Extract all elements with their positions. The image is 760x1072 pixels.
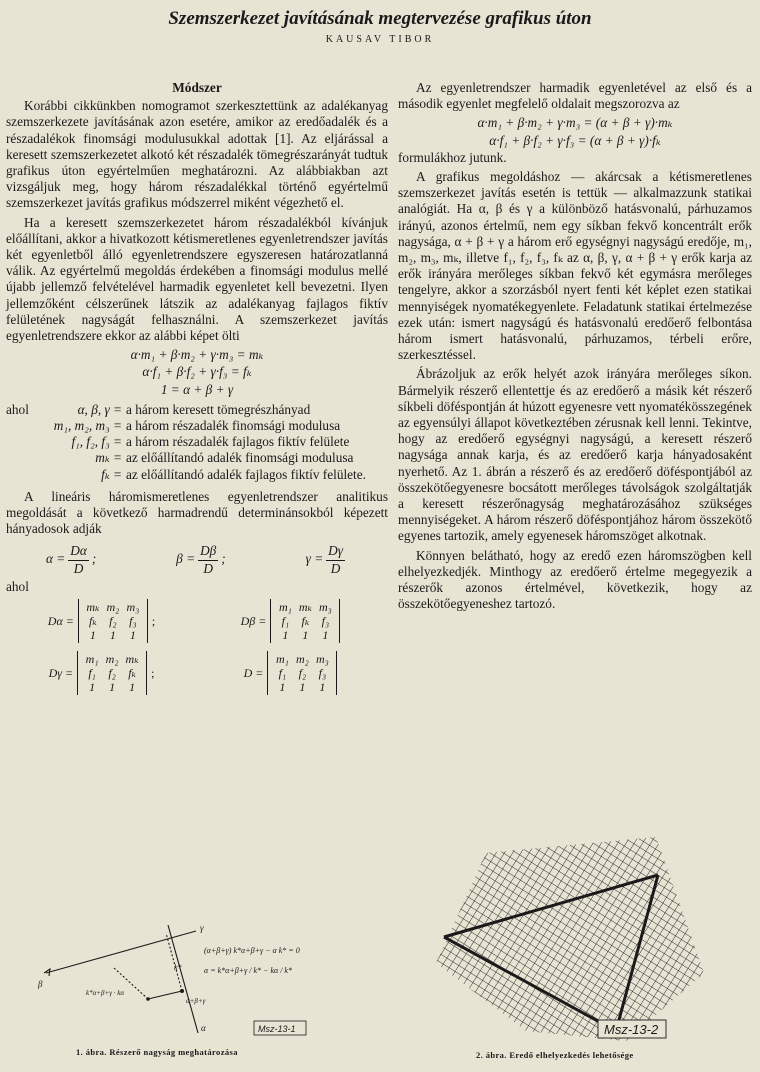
matrix-cell: 1 bbox=[322, 628, 329, 643]
paragraph: Könnyen belátható, hogy az eredő ezen háromszögben kell elhelyezkedjék. Minthogy az eredőerő értelme megegyezik a részerők azonos értelmével, következik, hogy az összekötőegyeneshez tartozó. bbox=[398, 547, 752, 612]
matrix-cell: 1 bbox=[302, 628, 309, 643]
determinant-matrix bbox=[270, 599, 340, 643]
cramer-alpha: α = $\frac{D\alpha}{D}$ ; bbox=[45, 543, 97, 576]
definition-text: a három részadalék fajlagos fiktív felülete bbox=[126, 434, 350, 450]
paragraph: Az egyenletrendszer harmadik egyenletével az első és a második egyenlet megfelelő oldalait megszorozva az bbox=[398, 80, 752, 112]
determinant-name: D = bbox=[243, 665, 264, 680]
determinant bbox=[197, 599, 388, 643]
definition-symbol: f₁, f₂, f₃ = bbox=[71, 434, 122, 450]
determinant-tail: ; bbox=[151, 665, 155, 680]
matrix-cell: mₖ bbox=[86, 600, 100, 615]
determinant-matrix bbox=[267, 651, 337, 695]
paragraph: A grafikus megoldáshoz — akárcsak a kétismeretlenes szemszerkezet javítás esetén is tettük — alkalmazzunk statikai analógiát. Ha α, β és γ a különböző hatásvonalú, párhuzamos irányú, azonos értelmű, nem egy síkban fekvő koncentrált erők nagysága, α + β + γ a három erő egységnyi nagyságú eredője, m₁, m₂, m₃, mₖ, illetve f₁, f₂, f₃, fₖ az α, β, γ, α + β + γ erők karja az erők irányára merőleges síkban fekvő két egymásra merőleges tengelyre, akkor a szorzásból nyert fenti két képlet ezen statikai mennyiségek nyomatékegyenlete. Feladatunk statikai értelmezése ezek után: ismert nagyságú és hatásvonalú eredőerő felbontása három ismert hatásvonalú, párhuzamos, térbeli erőre, szerkesztéssel. bbox=[398, 169, 752, 363]
determinant bbox=[6, 651, 197, 695]
matrix-cell: f₁ bbox=[281, 614, 290, 629]
figure-1-diagram bbox=[36, 925, 354, 1037]
figure-1-caption: 1. ábra. Részerő nagyság meghatározása bbox=[76, 1047, 238, 1057]
point-k bbox=[146, 997, 150, 1001]
determinant-matrix bbox=[78, 599, 148, 643]
matrix-cell: m₃ bbox=[126, 600, 140, 615]
paragraph: Ha a keresett szemszerkezetet három részadalékból kívánjuk előállítani, akkor a hivatkozott kétismeretlenes egyenletrendszer javítás két egyenletből álló egyenletrendszere egyszeresen határozatlanná válik. Az egyértelmű megoldás érdekében a finomsági modulus mellé újabb jellemző felvételével harmadik egyenletet kell bevezetni. Ilyen jellemzőként célszerűnek látszik az adalékanyag fajlagos fiktív felületének nagyságát felhasználni. A szemszerkezet javítás egyenletrendszere ekkor az alábbi képet ölti bbox=[6, 214, 388, 344]
matrix-cell: 1 bbox=[129, 680, 136, 695]
equation: α·f₁ + β·f₂ + γ·f₃ = (α + β + γ)·fₖ bbox=[489, 132, 661, 148]
matrix-cell: 1 bbox=[282, 628, 289, 643]
right-column bbox=[398, 80, 752, 616]
equation: α·m₁ + β·m₂ + γ·m₃ = (α + β + γ)·mₖ bbox=[477, 115, 673, 131]
equation: 1 = α + β + γ bbox=[160, 381, 234, 397]
determinant-name: Dβ = bbox=[240, 613, 267, 628]
definition-label: ahol bbox=[6, 401, 29, 417]
definition-symbol: m₁, m₂, m₃ = bbox=[53, 418, 122, 434]
definition-list bbox=[6, 402, 388, 483]
matrix-cell: m₁ bbox=[85, 652, 99, 667]
matrix-cell: f₃ bbox=[318, 666, 327, 681]
matrix-cell: 1 bbox=[279, 680, 286, 695]
author-name: KAUSAV TIBOR bbox=[325, 34, 435, 45]
cramer-beta: β = $\frac{D\beta}{D}$ ; bbox=[176, 543, 226, 576]
determinant-grid bbox=[6, 599, 388, 695]
matrix-cell: 1 bbox=[89, 628, 96, 643]
line-sum bbox=[168, 925, 198, 1033]
definition-symbol: mₖ = bbox=[95, 450, 122, 466]
matrix-cell: m₃ bbox=[318, 600, 332, 615]
matrix-cell: fₖ bbox=[128, 666, 136, 681]
paragraph: A lineáris háromismeretlenes egyenletrendszer analitikus megoldását a következő harmadrendű determinánsokból képezett hányadosok adják bbox=[6, 488, 388, 537]
matrix-cell: f₃ bbox=[129, 614, 137, 629]
hatched-region bbox=[408, 835, 713, 1045]
determinant-matrix bbox=[77, 651, 147, 695]
perp-k-alpha bbox=[148, 991, 182, 999]
matrix-cell: f₁ bbox=[278, 666, 287, 681]
label-sum: α+β+γ bbox=[186, 997, 206, 1005]
matrix-cell: 1 bbox=[129, 628, 136, 643]
determinant-name: Dγ = bbox=[48, 665, 74, 680]
matrix-cell: 1 bbox=[89, 680, 96, 695]
formula-1: (α+β+γ) k*α+β+γ − α k* = 0 bbox=[204, 946, 300, 955]
determinant bbox=[197, 651, 388, 695]
matrix-cell: m₂ bbox=[106, 600, 120, 615]
matrix-cell: m₃ bbox=[315, 652, 329, 667]
cramer-rule bbox=[6, 543, 388, 576]
label-kstar: k* bbox=[174, 963, 182, 972]
matrix-cell: m₂ bbox=[295, 652, 309, 667]
definition-symbol: α, β, γ = bbox=[77, 401, 122, 417]
equation: α·f₁ + β·f₂ + γ·f₃ = fₖ bbox=[142, 364, 252, 380]
matrix-cell: m₁ bbox=[278, 600, 292, 615]
matrix-cell: f₂ bbox=[108, 666, 116, 681]
section-title: Módszer bbox=[172, 80, 222, 95]
matrix-cell: m₂ bbox=[105, 652, 119, 667]
matrix-cell: 1 bbox=[319, 680, 326, 695]
equation: α·m₁ + β·m₂ + γ·m₃ = mₖ bbox=[130, 347, 264, 363]
fig1-tag: Msz-13-1 bbox=[258, 1024, 296, 1034]
paper-title: Szemszerkezet javításának megtervezése grafikus úton bbox=[168, 8, 592, 29]
matrix-cell: f₂ bbox=[298, 666, 307, 681]
matrix-cell: f₃ bbox=[321, 614, 330, 629]
perp-kstar bbox=[166, 933, 182, 991]
definition-text: az előállítandó adalék finomsági modulusa bbox=[126, 450, 354, 466]
label-k-bottom: k*α+β+γ · kα bbox=[86, 989, 125, 997]
left-column bbox=[6, 80, 388, 695]
label-beta: β bbox=[38, 979, 43, 989]
fig2-tag: Msz-13-2 bbox=[604, 1022, 659, 1037]
determinant bbox=[6, 599, 197, 643]
ahol-label: ahol bbox=[6, 578, 29, 594]
matrix-cell: 1 bbox=[109, 628, 116, 643]
figure-2-caption: 2. ábra. Eredő elhelyezkedés lehetősége bbox=[476, 1050, 634, 1060]
matrix-cell: 1 bbox=[109, 680, 116, 695]
matrix-cell: mₖ bbox=[298, 600, 312, 615]
paragraph: Ábrázoljuk az erők helyét azok irányára merőleges síkon. Bármelyik részerő ellentettje és az eredőerő a másik két részerő síkbeli döféspontján át húzott egyenesre vett nyomatékösszegének az egyensúlyi állapot következtében zérusnak kell lenni. Tekintve, hogy az eredőerő egységnyi nagyságú, a keresett részerő nagysága annak karja, és az eredőerő karja hányadosaként nyerhető. Az 1. ábrán a részerő és az eredőerő döféspontjából az összekötőegyenesre bocsátott merőleges távolságok szolgáltatják a keresett részerőnagyság meghatározásához szükséges mennyiségeket. A három részerő döféspontjához három összekötő egyenes tartozik, amely egyenesek háromszöget alkotnak. bbox=[398, 366, 752, 544]
formula-2: α = k*α+β+γ / k* − kα / k* bbox=[204, 966, 292, 975]
label-gamma: γ bbox=[200, 925, 204, 933]
determinant-name: Dα = bbox=[47, 613, 74, 628]
matrix-cell: fₖ bbox=[301, 614, 310, 629]
figure-2-diagram bbox=[408, 835, 713, 1045]
definition-symbol: fₖ = bbox=[101, 466, 122, 482]
label-alpha: α bbox=[201, 1023, 206, 1033]
definition-text: a három részadalék finomsági modulusa bbox=[126, 418, 341, 434]
paragraph: formulákhoz jutunk. bbox=[398, 149, 507, 165]
definition-text: az előállítandó adalék fajlagos fiktív felülete. bbox=[126, 466, 366, 482]
determinant-tail: ; bbox=[151, 613, 156, 628]
paragraph: Korábbi cikkünkben nomogramot szerkesztettünk az adalékanyag szemszerkezete javításának azon esetére, amikor az eredőadalék és a részadalékok finomsági modulusukkal adottak [1]. Az eljárással a keresett szemszerkezetet alkotó két részadalék tömegrészarányát tudtuk grafikus úton egyértelműen meghatározni. Az alábbiakban azt vizsgáljuk meg, hogy három részadalékkal történő egyértelmű szemszerkezet javítás grafikus módszerrel miként végezhető el. bbox=[6, 98, 388, 211]
definition-text: a három keresett tömegrészhányad bbox=[126, 401, 311, 417]
matrix-cell: 1 bbox=[299, 680, 306, 695]
matrix-cell: fₖ bbox=[89, 614, 97, 629]
matrix-cell: f₂ bbox=[109, 614, 117, 629]
matrix-cell: m₁ bbox=[275, 652, 289, 667]
point-sum bbox=[180, 989, 184, 993]
matrix-cell: f₁ bbox=[88, 666, 96, 681]
matrix-cell: mₖ bbox=[125, 652, 139, 667]
cramer-gamma: γ = $\frac{D\gamma}{D}$ bbox=[305, 543, 344, 576]
